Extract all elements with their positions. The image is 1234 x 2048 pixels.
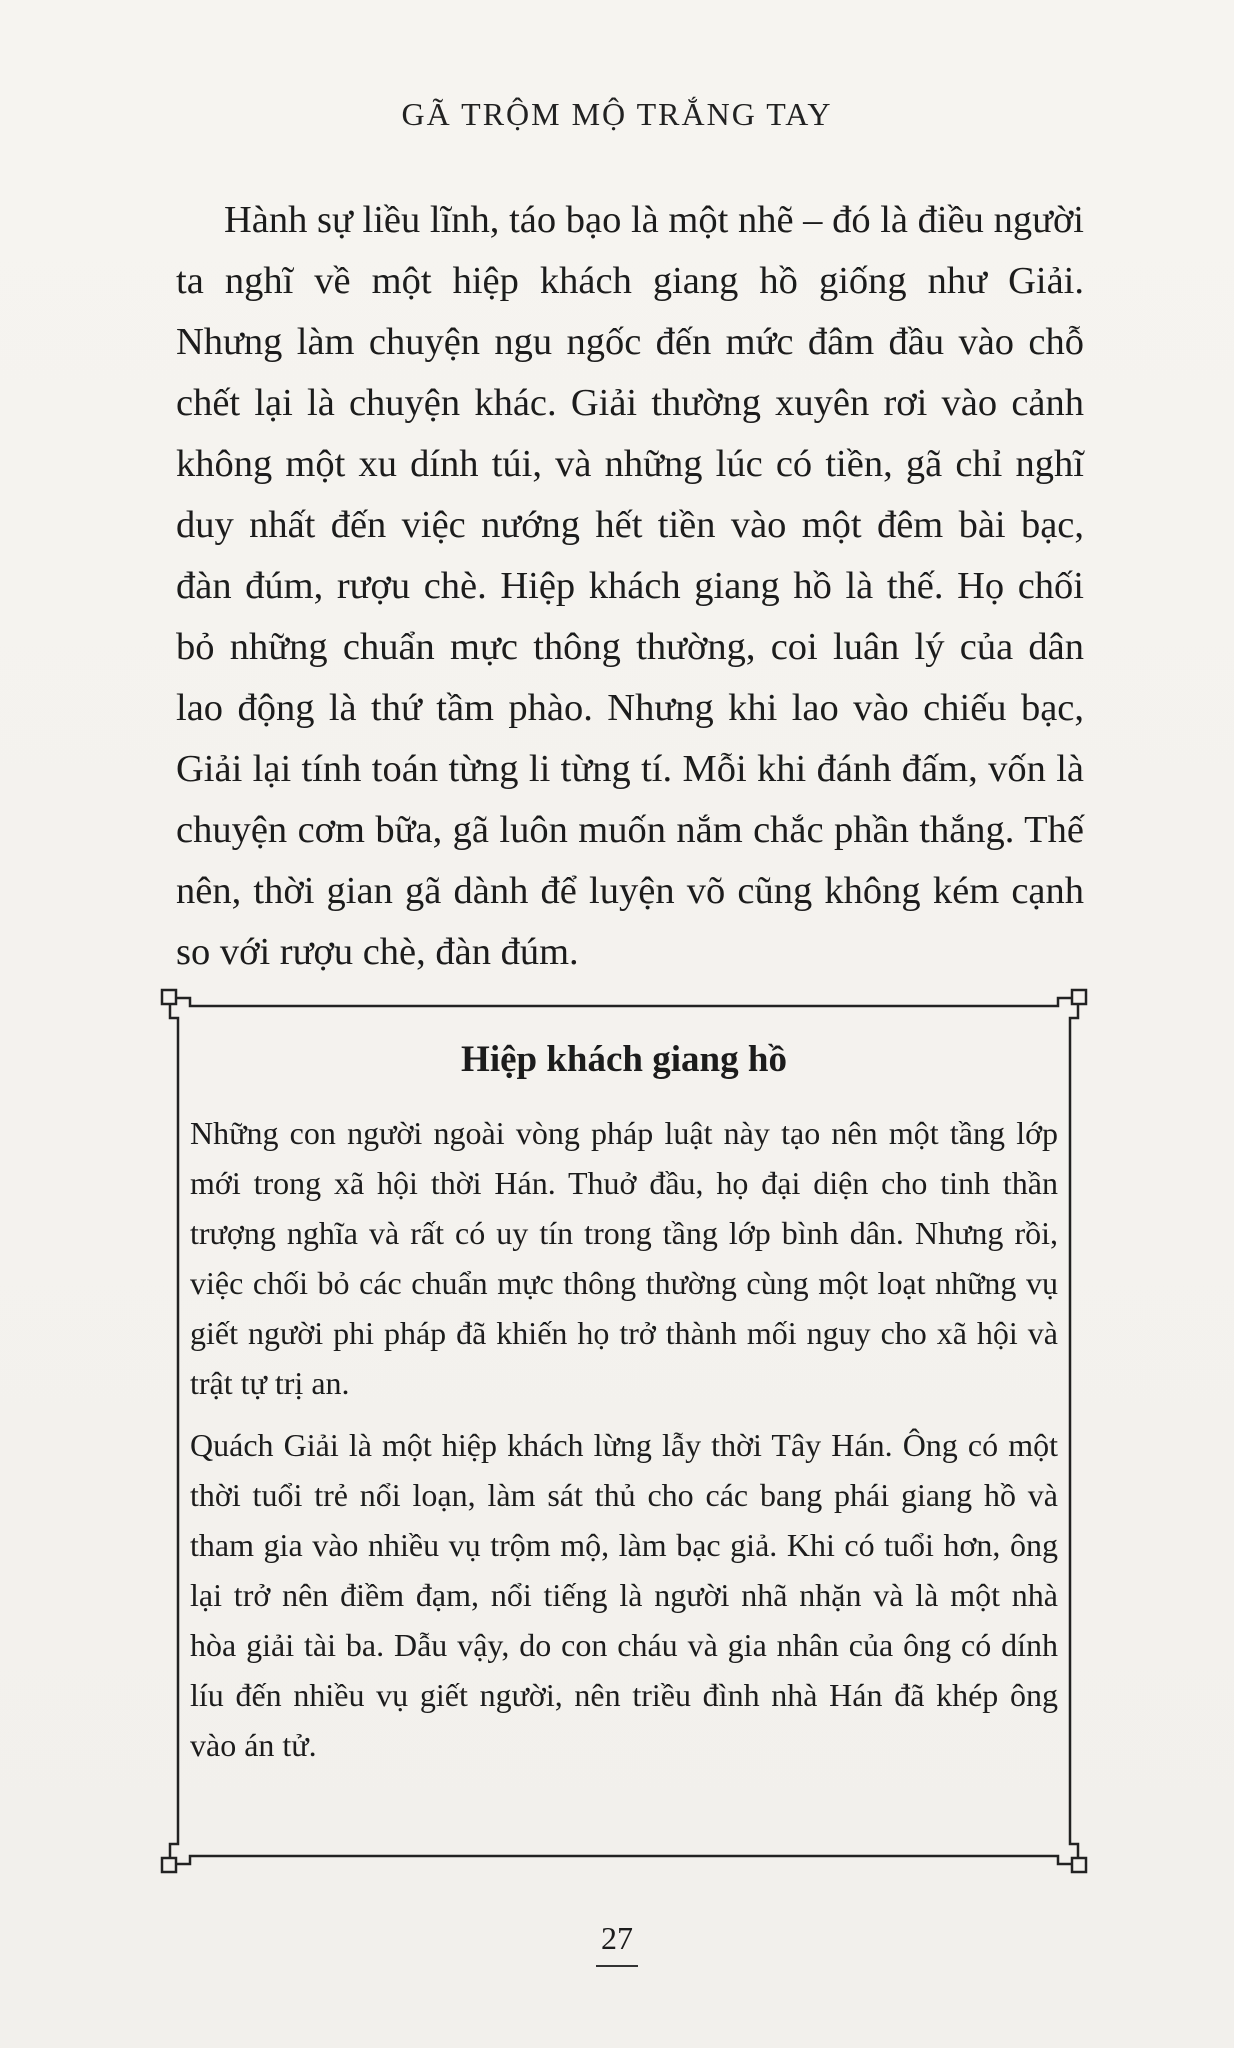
body-paragraph: Hành sự liều lĩnh, táo bạo là một nhẽ – đó là điều người ta nghĩ về một hiệp khách giang hồ giống như Giải. Nhưng làm chuyện ngu ngốc đến mức đâm đầu vào chỗ chết lại là chuyện khác. Giải thường xuyên rơi vào cảnh không một xu dính túi, và những lúc có tiền, gã chỉ nghĩ duy nhất đến việc nướng hết tiền vào một đêm bài bạc, đàn đúm, rượu chè. Hiệp khách giang hồ là thế. Họ chối bỏ những chuẩn mực thông thường, coi luân lý của dân lao động là thứ tầm phào. Nhưng khi lao vào chiếu bạc, Giải lại tính toán từng li từng tí. Mỗi khi đánh đấm, vốn là chuyện cơm bữa, gã luôn muốn nắm chắc phần thắng. Thế nên, thời gian gã dành để luyện võ cũng không kém cạnh so với rượu chè, đàn đúm. <box>176 199 1084 973</box>
sidebar-box <box>168 996 1080 1866</box>
page-number: 27 <box>601 1920 633 1956</box>
running-head-title: GÃ TRỘM MỘ TRẮNG TAY <box>401 96 833 132</box>
corner-ornament-top-right <box>1048 990 1086 1030</box>
main-text-block <box>176 190 1084 983</box>
sidebar-box-title: Hiệp khách giang hồ <box>461 1039 787 1080</box>
page-number-underline <box>596 1965 638 1967</box>
corner-ornament-top-left <box>162 990 200 1030</box>
corner-ornament-bottom-right <box>1048 1832 1086 1872</box>
corner-ornament-bottom-left <box>162 1832 200 1872</box>
sidebar-paragraph: Quách Giải là một hiệp khách lừng lẫy thời Tây Hán. Ông có một thời tuổi trẻ nổi loạn, làm sát thủ cho các bang phái giang hồ và tham gia vào nhiều vụ trộm mộ, làm bạc giả. Khi có tuổi hơn, ông lại trở nên điềm đạm, nổi tiếng là người nhã nhặn và là một nhà hòa giải tài ba. Dẫu vậy, do con cháu và gia nhân của ông có dính líu đến nhiều vụ giết người, nên triều đình nhà Hán đã khép ông vào án tử. <box>190 1427 1058 1763</box>
sidebar-box-body <box>190 1108 1058 1782</box>
sidebar-paragraph: Những con người ngoài vòng pháp luật này tạo nên một tầng lớp mới trong xã hội thời Hán. Thuở đầu, họ đại diện cho tinh thần trượng nghĩa và rất có uy tín trong tầng lớp bình dân. Nhưng rồi, việc chối bỏ các chuẩn mực thông thường cùng một loạt những vụ giết người phi pháp đã khiến họ trở thành mối nguy cho xã hội và trật tự trị an. <box>190 1115 1058 1401</box>
